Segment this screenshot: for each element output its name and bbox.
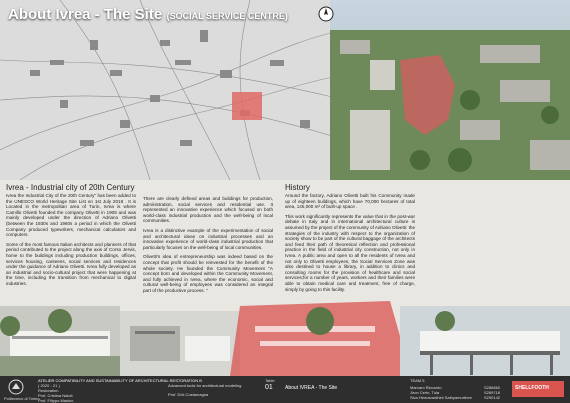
paragraph: Olivetti's idea of entrepreneurship was indeed based on the concept that profit should be reinvested for the benefit of the whole society. He founded the Community Movement "A concept born and developed within the Community Movement, and fully achieved in Ivrea, where the economic, social and cultural well-being of employees was considered an integral part of the productive process. "	[143, 254, 273, 293]
text-column-1	[6, 193, 136, 291]
course-professor: Prof. Erik Costamagna	[168, 392, 209, 397]
paragraph: Around the factory, Adriano Olivetti built his Community made up of eighteen buildings, which have 70,000 hectares of total area, 145,000 m² of built-up space .	[285, 193, 415, 210]
text-column-2	[143, 196, 273, 298]
history-heading: History	[285, 183, 310, 192]
building-photo-left	[0, 306, 120, 376]
professor-2: Prof. Filippo Masino	[38, 398, 74, 403]
university-logo-icon	[8, 379, 24, 395]
building-photo-right	[400, 306, 570, 376]
building-photo-highlight	[230, 301, 400, 376]
paragraph: Some of the most famous Italian architects and planners of that period contributed to the project along the axis of Corso Jervis, home to the buildings including production buildings, offices, services housing, canteens, social services and residences under the guidance of Adriano Olivetti. Ivrea fully developed as an industrial and socio-cultural project that were happening at the time, including the transition from mechanical to digital industries.	[6, 241, 136, 286]
atelier-year: ( 2020 - 21 )	[38, 383, 60, 388]
text-column-3	[285, 193, 415, 296]
professor-1: Prof. Cristina Natoli	[38, 393, 73, 398]
student-id: S289718	[484, 390, 501, 395]
ivrea-heading: Ivrea - Industrial city of 20th Century	[6, 183, 135, 192]
atelier-subject: Restoration	[38, 388, 59, 393]
photo-strip	[0, 296, 570, 376]
aerial-photo	[330, 0, 570, 180]
table-label: Table	[265, 378, 275, 383]
header-images	[0, 0, 570, 180]
title-subtitle: (SOCIAL SERVICE CENTRE)	[166, 11, 288, 21]
table-number: 01	[265, 384, 273, 391]
student-id: S290142	[484, 395, 501, 400]
page-title	[8, 6, 288, 24]
paragraph: Ivrea the Industrial City of the 20th Century" has been added to the UNESCO World Heritage Site List on 1st July 2018 . It is Located in the metropolitan area of Turin, Ivrea is where Camillo Olivetti founded the company Olivetti in 1908 and was mainly developed under the direction of Adriano Olivetti (between the 1930s and 1960s a period in which the Olivetti Company produced typewriters, mechanical calculators and computers.	[6, 193, 136, 238]
student-id: S286860	[484, 385, 501, 390]
course-title: Advanced tools for architectural modeling	[168, 383, 242, 388]
team-label: TEAM 5	[410, 378, 425, 383]
site-map	[0, 0, 345, 180]
title-text: About Ivrea - The Site	[8, 6, 163, 23]
paragraph: There are clearly defined areas and buildings for production, administration, social services and residential use. It represented an innovative experience which focused on both world-class industrial production and the well-being of local communities.	[143, 196, 273, 224]
team-member: Marcaro Riccardo	[410, 385, 442, 390]
paragraph: This work significantly represents the value that in the post-war debate in Italy and in international architectural culture is assumed by the project of the community of Adriano Olivetti: the strategies of the industry with respect to the organization of society show to be part of the cultural baggage of the architects and feed their path of theoretical reflection and professional practice in the field of industrial city construction, not only in Ivrea. A public area and open to all the residents of Ivrea and not only to Olivetti employees, the Social Services Zone was also destined to house a library, in addition to clinics and consulting rooms for the provision of healthcare and social services;for a number of years, workers and their families were able to obtain medical care and treatment, free of charge, simply by going to this facility.	[285, 213, 415, 292]
university-name: Politecnico di Torino	[4, 396, 40, 401]
brand-logo	[512, 381, 564, 397]
compass-icon	[318, 6, 334, 22]
building-photo-middle	[120, 311, 240, 376]
brand-text: SHELLFOOTH	[515, 385, 549, 391]
team-member: Jiron Cerin, Tula	[410, 390, 440, 395]
team-member: Siva Hemavardhini Sathyamurthee	[410, 395, 472, 400]
table-title: About IVREA - The Site	[285, 385, 338, 391]
footer	[0, 376, 570, 403]
paragraph: Ivrea is a distinctive example of the experimentation of social and architectural ideas on industrial processes and an innovative experience of world-class industrial production that particularly focuses on the well-being of local communities.	[143, 227, 273, 250]
atelier-title: ATELIER COMPATIBILITY AND SUSTAINABILITY OF ARCHITECTURAL RESTORATION B	[38, 378, 202, 383]
